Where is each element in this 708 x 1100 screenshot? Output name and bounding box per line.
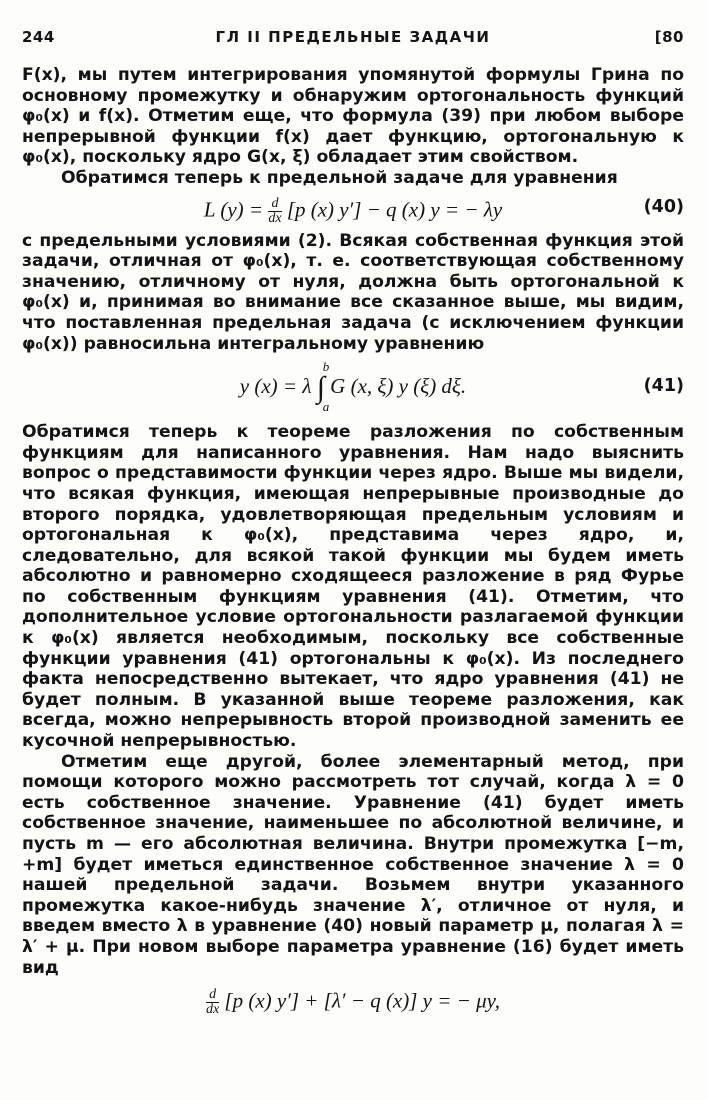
integral-lower-limit: a	[322, 399, 330, 415]
paragraph-1: F(x), мы путем интегрирования упомянутой формулы Грина по основному промежутку и обнаружим ортогональность функций φ₀(x) и f(x). Отметим еще, что формула (39) при любом выборе непрерывной функции f(x) дает функцию, ортогональную к φ₀(x), поскольку ядро G(x, ξ) обладает этим свойством.	[22, 65, 684, 168]
equation-41-lhs: y (x) = λ	[239, 374, 317, 399]
page-body	[22, 65, 684, 1018]
book-page	[22, 18, 684, 1018]
equation-final	[22, 978, 684, 1018]
equation-41-number: (41)	[643, 376, 684, 397]
section-number: [80	[654, 28, 684, 46]
equation-40-formula	[22, 197, 684, 226]
equation-40-lhs: L (y) =	[203, 196, 269, 221]
paragraph-5: Отметим еще другой, более элементарный метод, при помощи которого можно рассмотреть тот случай, когда λ = 0 есть собственное значение. Уравнение (41) будет иметь собственное значение, наименьшее по абсолютной величине, и пусть m — его абсолютная величина. Внутри промежутка [−m, +m] будет иметься единственное собственное значение λ = 0 нашей предельной задачи. Возьмем внутри указанного промежутка какое-нибудь значение λ′, отличное от нуля, и введем вместо λ в уравнение (40) новый параметр μ, полагая λ = λ′ + μ. При новом выборе параметра уравнение (16) будет иметь вид	[22, 751, 684, 978]
running-title: ГЛ II ПРЕДЕЛЬНЫЕ ЗАДАЧИ	[215, 28, 491, 46]
derivative-fraction: $\frac{d}{dx}$	[268, 195, 282, 226]
equation-40-number: (40)	[643, 196, 684, 217]
paragraph-2: Обратимся теперь к предельной задаче для уравнения	[61, 167, 618, 188]
page-number: 244	[22, 28, 55, 46]
equation-41-rhs: G (x, ξ) y (ξ) dξ.	[324, 374, 467, 399]
paragraph-4: Обратимся теперь к теореме разложения по собственным функциям для написанного уравнения. Нам надо выяснить вопрос о представимости функции через ядро. Выше мы видели, что всякая функция, имеющая непрерывные производные до второго порядка, удовлетворяющая предельным условиям и ортогональная к φ₀(x), представима через ядро, и, следовательно, для всякой такой функции мы будем иметь абсолютно и равномерно сходящееся разложение в ряд Фурье по собственным функциям уравнения (41). Отметим, что дополнительное условие ортогональности разлагаемой функции к φ₀(x) является необходимым, поскольку все собственные функции уравнения (41) ортогональны к φ₀(x). Из последнего факта непосредственно вытекает, что ядро уравнения (41) не будет полным. В указанной выше теореме разложения, как всегда, можно непрерывность второй производной заменить ее кусочной непрерывностью.	[22, 422, 684, 752]
integral-sign: ∫ b a	[317, 371, 325, 404]
equation-40	[22, 189, 684, 231]
page-header	[22, 18, 684, 48]
integral-upper-limit: b	[322, 359, 330, 375]
equation-41-formula	[22, 359, 684, 415]
equation-40-rhs: [p (x) y′] − q (x) y = − λy	[281, 196, 503, 221]
equation-41	[22, 354, 684, 422]
equation-final-rhs: [p (x) y′] + [λ′ − q (x)] y = − μy,	[219, 988, 501, 1013]
equation-final-formula	[22, 988, 684, 1017]
paragraph-3: с предельными условиями (2). Всякая собственная функция этой задачи, отличная от φ₀(x), т. е. соответствующая собственному значению, отличному от нуля, должна быть ортогональной к φ₀(x) и, принимая во внимание все сказанное выше, мы видим, что поставленная предельная задача (с исключением функции φ₀(x)) равносильна интегральному уравнению	[22, 230, 684, 354]
derivative-fraction-final: $\frac{d}{dx}$	[205, 987, 220, 1018]
